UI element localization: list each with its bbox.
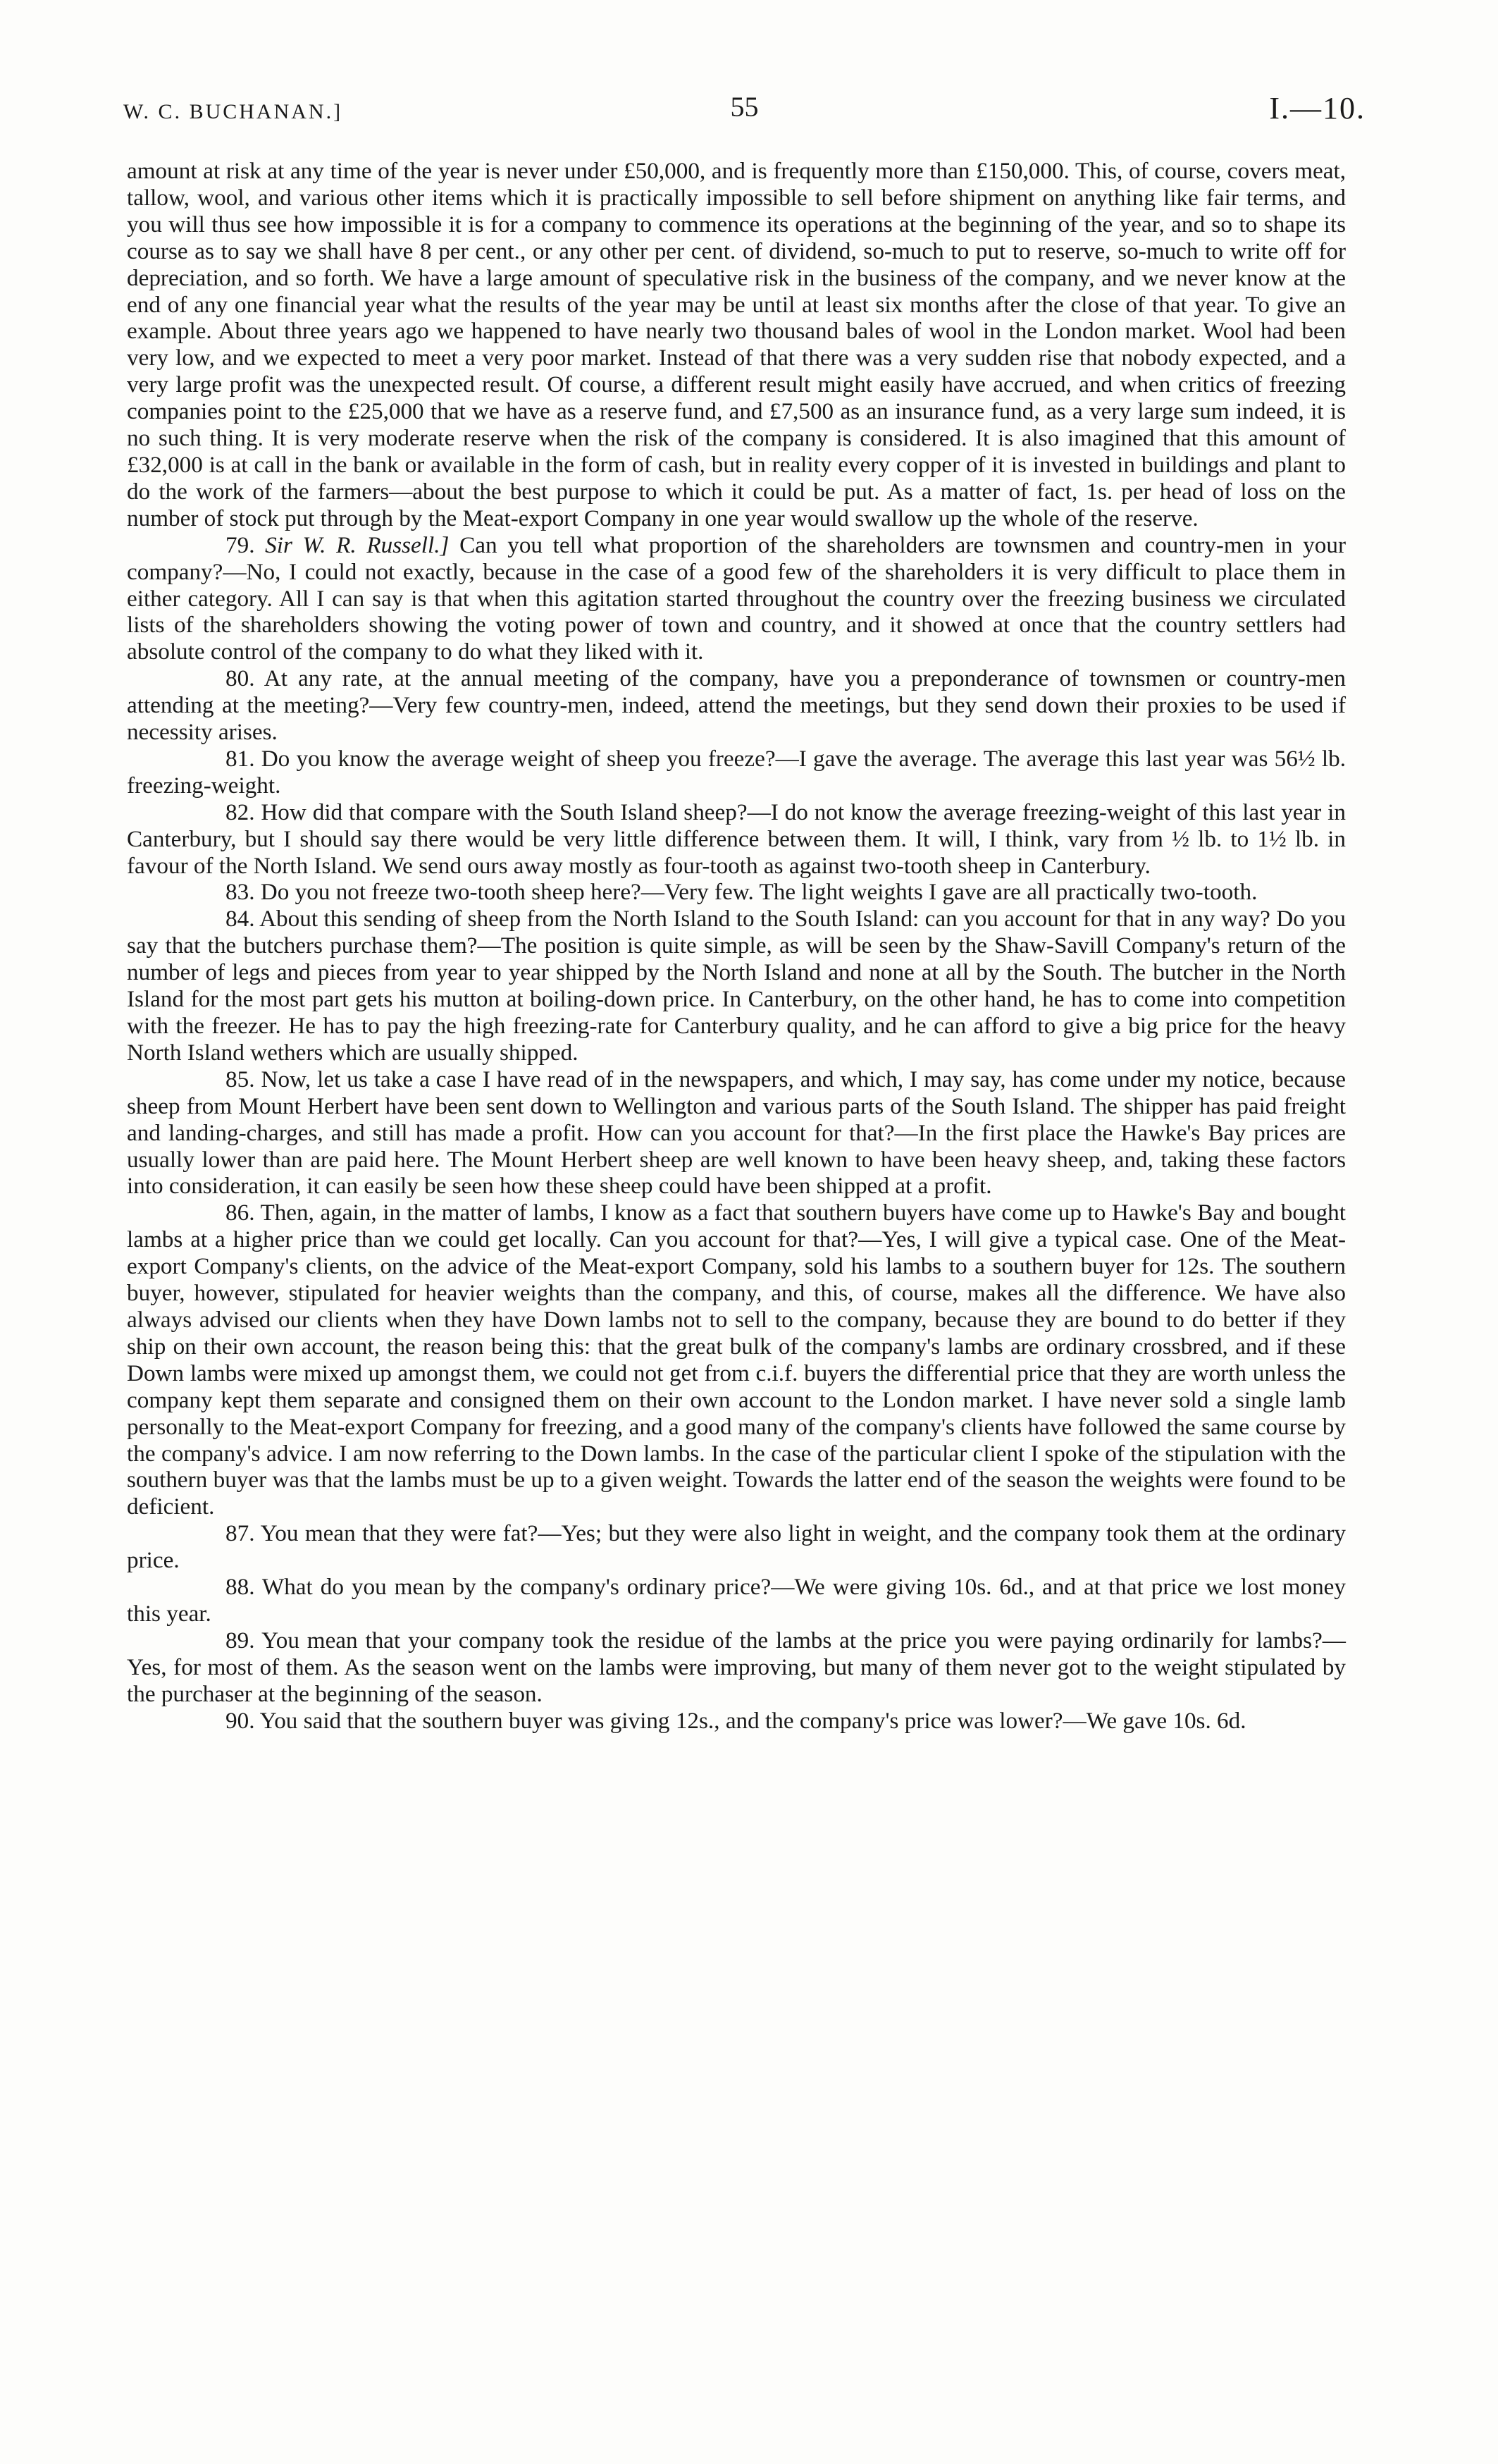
question-number: 82. — [225, 799, 255, 825]
question-paragraph: 89. You mean that your company took the residue of the lambs at the price you were paying ordinarily for lambs?—Yes, for most of them. As the season went on the lambs were improving, but many of them never got to the weight stipulated by the purchaser at the beginning of the season. — [127, 1627, 1346, 1707]
question-number: 79. — [225, 531, 255, 558]
question-paragraph: 87. You mean that they were fat?—Yes; but they were also light in weight, and the company took them at the ordinary price. — [127, 1520, 1346, 1574]
question-number: 81. — [225, 745, 255, 772]
question-paragraph: 81. Do you know the average weight of sheep you freeze?—I gave the average. The average this last year was 56½ lb. freezing-weight. — [127, 745, 1347, 799]
question-number: 87. — [225, 1520, 255, 1547]
paragraph: amount at risk at any time of the year is never under £50,000, and is frequently more than £150,000. This, of course, covers meat, tallow, wool, and various other items which it is practically impossible to sell before shipment on anything like fair terms, and you will thus see how impossible it is for a company to commence its operations at the beginning of the year, and so to shape its course as to say we shall have 8 per cent., or any other per cent. of dividend, so-much to put to reserve, so-much to write off for depreciation, and so forth. We have a large amount of speculative risk in the business of the company, and we never know at the end of any one financial year what the results of the year may be until at least six months after the close of that year. To give an example. About three years ago we happened to have nearly two thousand bales of wool in the London market. Wool had been very low, and we expected to meet a very poor market. Instead of that there was a very sudden rise that nobody expected, and a very large profit was the unexpected result. Of course, a different result might easily have accrued, and when critics of freezing companies point to the £25,000 that we have as a reserve fund, and £7,500 as an insurance fund, as a very large sum indeed, it is no such thing. It is very moderate reserve when the risk of the company is considered. It is also imagined that this amount of £32,000 is at call in the bank or available in the form of cash, but in reality every copper of it is invested in buildings and plant to do the work of the farmers—about the best purpose to which it could be put. As a matter of fact, 1s. per head of loss on the number of stock put through by the Meat-export Company in one year would swallow up the whole of the reserve. — [127, 158, 1346, 531]
question-number: 83. — [225, 879, 255, 906]
question-paragraph: 86. Then, again, in the matter of lambs, I know as a fact that southern buyers have come up to Hawke's Bay and bought lambs at a higher price than we could get locally. Can you account for that?—Yes, I will give a typical case. One of the Meat-export Company's clients, on the advice of the Meat-export Company, sold his lambs to a southern buyer for 12s. The southern buyer, however, stipulated for heavier weights than the company, and this, of course, makes all the difference. We have also always advised our clients when they have Down lambs not to sell to the company, because they are bound to do better if they ship on their own account, the reason being this: that the great bulk of the company's lambs are ordinary crossbred, and if these Down lambs were mixed up amongst them, we could not get from c.i.f. buyers the differential price that they are worth unless the company kept them separate and consigned them on their own account to the London market. I have never sold a single lamb personally to the Meat-export Company for freezing, and a good many of the company's clients have followed the same course by the company's advice. I am now referring to the Down lambs. In the case of the particular client I spoke of the stipulation with the southern buyer was that the lambs must be up to a given weight. Towards the latter end of the season the weights were found to be deficient. — [127, 1200, 1346, 1520]
question-paragraph: 79. Sir W. R. Russell.] Can you tell what proportion of the shareholders are townsmen and country-men in your company?—No, I could not exactly, because in the case of a good few of the shareholders it is very difficult to place them in either category. All I can say is that when this agitation started throughout the country over the freezing business we circulated lists of the shareholders showing the voting power of town and country, and it showed at once that the country settlers had absolute control of the company to do what they liked with it. — [127, 531, 1347, 665]
question-paragraph: 85. Now, let us take a case I have read of in the newspapers, and which, I may say, has come under my notice, because sheep from Mount Herbert have been sent down to Wellington and various parts of the South Island. The shipper has paid freight and landing-charges, and still has made a profit. How can you account for that?—In the first place the Hawke's Bay prices are usually lower than are paid here. The Mount Herbert sheep are well known to have been heavy sheep, and, taking these factors into consideration, it can easily be seen how these sheep could have been shipped at a profit. — [127, 1066, 1347, 1200]
document-reference: I.—10. — [1269, 91, 1366, 125]
question-number: 80. — [225, 665, 255, 692]
question-paragraph: 90. You said that the southern buyer was giving 12s., and the company's price was lower?—We gave 10s. 6d. — [225, 1707, 1246, 1734]
question-paragraph: 83. Do you not freeze two-tooth sheep here?—Very few. The light weights I gave are all practically two-tooth. — [225, 879, 1258, 906]
question-paragraph: 88. What do you mean by the company's ordinary price?—We were giving 10s. 6d., and at that price we lost money this year. — [127, 1574, 1346, 1627]
question-paragraph: 80. At any rate, at the annual meeting of the company, have you a preponderance of townsmen or country-men attending at the meeting?—Very few country-men, indeed, attend the meetings, but they send down their proxies to be used if necessity arises. — [127, 665, 1346, 746]
question-paragraph: 84. About this sending of sheep from the North Island to the South Island: can you account for that in any way? Do you say that the butchers purchase them?—The position is quite simple, as will be seen by the Shaw-Savill Company's return of the number of legs and pieces from year to year shipped by the North Island and none at all by the South. The butcher in the North Island for the most part gets his mutton at boiling-down price. In Canterbury, on the other hand, he has to come into competition with the freezer. He has to pay the high freezing-rate for Canterbury quality, and he can afford to give a big price for the heavy North Island wethers which are usually shipped. — [127, 906, 1346, 1066]
question-number: 89. — [225, 1627, 255, 1653]
question-paragraph: 82. How did that compare with the South Island sheep?—I do not know the average freezing-weight of this last year in Canterbury, but I should say there would be very little difference between them. It will, I think, vary from ½ lb. to 1½ lb. in favour of the North Island. We send ours away mostly as four-tooth as against two-tooth sheep in Canterbury. — [127, 799, 1346, 879]
question-number: 85. — [225, 1066, 255, 1092]
question-number: 84. — [225, 906, 255, 932]
question-number: 90. — [225, 1707, 255, 1734]
page-header — [123, 90, 1366, 133]
body-text — [127, 158, 1346, 1734]
page-number: 55 — [730, 91, 759, 123]
question-number: 88. — [225, 1574, 255, 1601]
question-number: 86. — [225, 1200, 255, 1226]
witness-name: W. C. BUCHANAN.] — [123, 100, 343, 123]
speaker: Sir W. R. Russell.] — [265, 531, 450, 558]
